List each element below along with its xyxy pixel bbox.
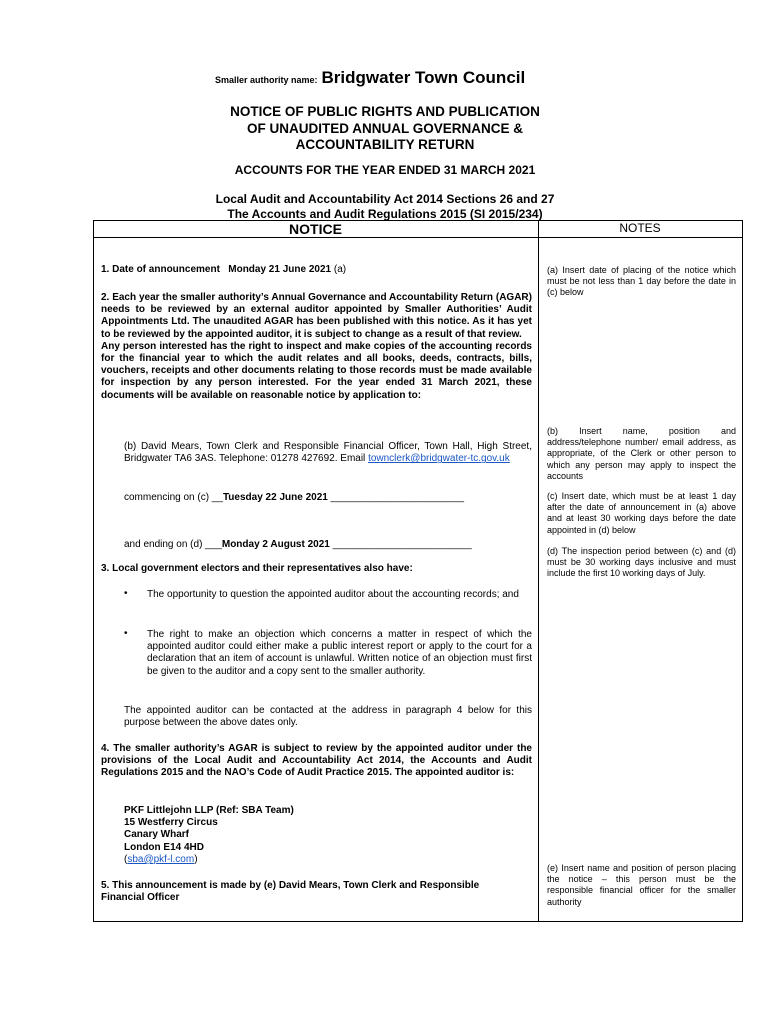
auditor-contact-note: The appointed auditor can be contacted at the address in paragraph 4 below for this purpose between the above dates only.	[124, 705, 532, 729]
paragraph-5: 5. This announcement is made by (e) David Mears, Town Clerk and Responsible Financial Officer	[101, 880, 480, 904]
note-b: (b) Insert name, position and address/telephone number/ email address, as appropriate, of the Clerk or other person to which any person may apply to inspect the accounts	[547, 426, 736, 481]
auditor-name: PKF Littlejohn LLP (Ref: SBA Team)	[124, 805, 294, 816]
authority-name-row	[215, 68, 525, 88]
announcement-label: 1. Date of announcement	[101, 264, 220, 275]
paragraph-2	[101, 292, 532, 402]
commencing-label: commencing on (c) __	[124, 492, 223, 503]
authority-label: Smaller authority name:	[215, 75, 318, 85]
notes-column-heading: NOTES	[619, 221, 661, 235]
commencing-blank: ________________________	[327, 492, 465, 503]
announcement-ref: (a)	[333, 264, 347, 275]
paragraph-3-heading: 3. Local government electors and their representatives also have:	[101, 563, 413, 574]
legislation-heading	[0, 192, 770, 221]
auditor-address	[124, 805, 524, 866]
note-c: (c) Insert date, which must be at least 1 day after the date of announcement in (a) above and at least 30 working days before the date appointed in (d) below	[547, 491, 736, 535]
ending-row	[124, 539, 532, 551]
bullet-dot-icon: •	[124, 588, 128, 599]
notice-title-line-3: ACCOUNTABILITY RETURN	[295, 137, 475, 152]
auditor-address-line-1: 15 Westferry Circus	[124, 817, 218, 829]
bullet-item-1: The opportunity to question the appointed auditor about the accounting records; and	[147, 589, 519, 600]
bullet-item-2: The right to make an objection which concerns a matter in respect of which the appointed auditor could either make a public interest report or apply to the court for a declaration that an item of account is unlawful. Written notice of an objection must first be given to the auditor and a copy sent to the smaller authority.	[147, 629, 532, 677]
note-a: (a) Insert date of placing of the notice which must be not less than 1 day before the date in (c) below	[547, 265, 736, 298]
notice-title	[0, 104, 770, 154]
auditor-email-link[interactable]: sba@pkf-l.com	[127, 853, 195, 865]
auditor-address-line-3: London E14 4HD	[124, 841, 205, 853]
paragraph-4: 4. The smaller authority’s AGAR is subject to review by the appointed auditor under the provisions of the Local Audit and Accountability Act 2014, the Accounts and Audit Regulations 2015 and the NAO’s Code of Audit Practice 2015. The appointed auditor is:	[101, 743, 532, 779]
legislation-line-1: Local Audit and Accountability Act 2014 Sections 26 and 27	[215, 192, 555, 206]
legislation-line-2: The Accounts and Audit Regulations 2015 (SI 2015/234)	[227, 206, 543, 221]
contact-email-link[interactable]: townclerk@bridgwater-tc.gov.uk	[368, 453, 510, 465]
contact-block	[124, 441, 532, 465]
commencing-row	[124, 492, 532, 504]
notice-column-heading: NOTICE	[289, 221, 342, 237]
note-d: (d) The inspection period between (c) and (d) must be 30 working days inclusive and must include the first 10 working days of July.	[547, 546, 736, 579]
column-divider	[538, 220, 539, 921]
auditor-email-row: (sba@pkf-l.com)	[124, 853, 198, 865]
ending-blank: _________________________	[329, 539, 472, 550]
header-divider	[93, 237, 742, 238]
ending-date: Monday 2 August 2021	[221, 539, 330, 550]
ending-label: and ending on (d) ___	[124, 539, 222, 550]
paragraph-2-rights: Any person interested has the right to inspect and make copies of the accounting records for the financial year to which the audit relates and all books, deeds, contracts, bills, vouchers, receipts and other documents relating to those records must be made available for inspection by any person interested. For the year ended 31 March 2021, these documents will be available on reasonable notice by application to:	[101, 340, 532, 401]
note-e: (e) Insert name and position of person placing the notice – this person must be the responsible financial officer for the smaller authority	[547, 863, 736, 907]
paragraph-1	[101, 264, 531, 276]
bullet-dot-icon: •	[124, 628, 128, 639]
contact-details: (b) David Mears, Town Clerk and Responsible Financial Officer, Town Hall, High Street, Bridgwater TA6 3AS. Telephone: 01278 427692. Email	[124, 441, 532, 465]
paragraph-2-intro: 2. Each year the smaller authority’s Annual Governance and Accountability Return (AGAR) needs to be reviewed by an external auditor appointed by Smaller Authorities’ Audit Appointments Ltd. The unaudited AGAR has been published with this notice. As it has yet to be reviewed by the appointed auditor, it is subject to change as a result of that review.	[101, 292, 532, 340]
notice-title-line-1: NOTICE OF PUBLIC RIGHTS AND PUBLICATION	[230, 104, 540, 119]
accounts-year: ACCOUNTS FOR THE YEAR ENDED 31 MARCH 2021	[234, 163, 536, 177]
announcement-date: Monday 21 June 2021	[228, 264, 332, 275]
commencing-date: Tuesday 22 June 2021	[222, 492, 328, 503]
auditor-address-line-2: Canary Wharf	[124, 829, 190, 841]
authority-name: Bridgwater Town Council	[321, 68, 526, 87]
notice-title-line-2: OF UNAUDITED ANNUAL GOVERNANCE &	[246, 120, 523, 136]
